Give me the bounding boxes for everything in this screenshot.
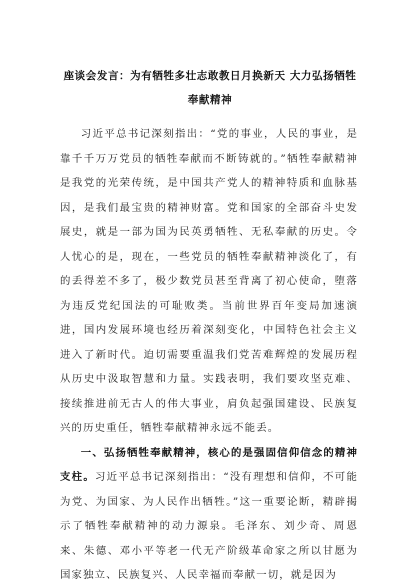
paragraph-2-text: 习近平总书记深刻指出：“没有理想和信仰，不可能为党、为国家、为人民作出牺牲。”这一重要论断，精辟揭示了牺牲奉献精神的动力源泉。毛泽东、刘少奇、周恩来、朱德、邓小平等老一代无产阶级革命家之所以甘愿为国家独立、民族复兴、人民幸福而奉献一切，就是因为 xyxy=(60,471,358,581)
body-paragraph-2 xyxy=(60,441,358,588)
section-heading-1: 一、弘扬牺牲奉献精神，核心的是强固信仰信念的精神支柱。 xyxy=(60,446,358,483)
paragraph-1-text: 习近平总书记深刻指出：“党的事业，人民的事业，是靠千千万万党员的牺牲奉献而不断铸就的。”牺牲奉献精神是我党的光荣传统，是中国共产党人的精神特质和血脉基因，是我们最宝贵的精神财富。党和国家的全部奋斗史发展史，就是一部为国为民英勇牺牲、无私奉献的历史。令人忧心的是，现在，一些党员的牺牲奉献精神淡化了，有的丢得差不多了，极少数党员甚至背离了初心使命，堕落为违反党纪国法的可耻败类。当前世界百年变局加速演进，国内发展环境也经历着深刻变化，中国特色社会主义进入了新时代。迫切需要重温我们党苦难辉煌的发展历程从历史中汲取智慧和力量。实践表明，我们要攻坚克难、接续推进前无古人的伟大事业，肩负起强国建设、民族复兴的历史重任，牺牲奉献精神永远不能丢。 xyxy=(60,128,358,434)
document-title: 座谈会发言：为有牺牲多壮志敢教日月换新天 大力弘扬牺牲奉献精神 xyxy=(63,70,357,106)
document-body xyxy=(60,122,358,588)
body-paragraph-1 xyxy=(60,122,358,441)
